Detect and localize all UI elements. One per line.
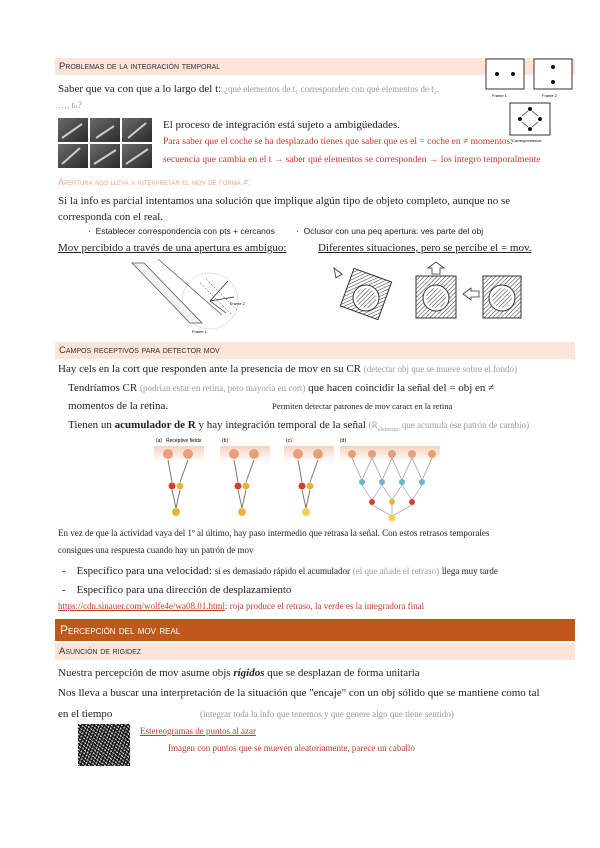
- aperture-ambiguous-heading: Mov percibido a través de una apertura es ambiguo:: [58, 242, 287, 254]
- section-header-real-motion: Percepción del mov real: [55, 619, 575, 641]
- interpretation-paragraph: Nos lleva a buscar una interpretación de la situación que "encaje" con un obj sólido que se mantiene como tal: [58, 687, 540, 699]
- delay-paragraph-1: En vez de que la actividad vaya del 1º al último, hay paso intermedio que retrasa la señal. Con estos retrasos temporales: [58, 528, 490, 538]
- panel-d: [340, 446, 440, 522]
- panel-a: [154, 446, 204, 516]
- question-paragraph: Saber que va con que a lo largo del t: ¿qué elementos de t₁ corresponden con qué elementos de t₂,: [58, 83, 440, 95]
- bullet-2: · Oclusor con una peq apertura: ves parte del obj: [296, 226, 484, 236]
- frame2-dot: [551, 80, 555, 84]
- stereo-link-wrap: [140, 726, 256, 736]
- situations-diagram: [328, 256, 528, 336]
- sinauer-link[interactable]: https://cdn.sinauer.com/wolfe4e/wa08.01.html: [58, 601, 225, 611]
- red-note-1: Para saber que el coche se ha desplazado tienes que saber que es el = coche en ≠ momentos:: [163, 137, 513, 147]
- cells-paragraph: Hay cels en la cort que responden ante la presencia de mov en su CR (detectar obj que se mueve sobre el fondo): [58, 363, 517, 375]
- correspondence-figure: [480, 55, 580, 165]
- list-item: - Específico para una dirección de desplazamiento: [62, 584, 292, 596]
- fig-b-label: (b): [222, 438, 229, 444]
- list-item: - Específico para una velocidad: si es demasiado rápido el acumulador (el que añade el retraso) llega muy tarde: [62, 565, 498, 577]
- ambiguity-text: El proceso de integración está sujeto a ambigüedades.: [163, 119, 401, 131]
- interpretation-cont: en el tiempo: [58, 708, 113, 720]
- sinauer-link-line: https://cdn.sinauer.com/wolfe4e/wa08.01.html: roja produce el retraso, la verde es la integradora final: [58, 601, 425, 611]
- frame1-label: Frame 1: [492, 93, 507, 98]
- aperture-paragraph-2: corresponda con el real.: [58, 211, 164, 223]
- receptive-field-figure: [150, 434, 450, 524]
- cr-paragraph: Tendríamos CR (podrían estar en retina, pero mayoría en cort) que hacen coincidir la señal del = obj en ≠: [68, 382, 495, 394]
- fig-d-label: (d): [340, 438, 347, 444]
- subsection-header-rigidity: Asunción de rigidez: [55, 643, 575, 660]
- aperture-diagram: [130, 257, 280, 337]
- red-note-2: secuencia que cambia en el t → saber qué elementos se corresponden → los integro temporalmente: [163, 155, 541, 165]
- different-situations-heading: Diferentes situaciones, pero se percibe el = mov.: [318, 242, 532, 254]
- correspondence-label: Correspondence: [512, 138, 542, 143]
- situation-2: [416, 262, 456, 318]
- retina-moments: momentos de la retina.: [68, 400, 169, 412]
- section-header-aperture: Apertura nos lleva a interpretar el mov de forma ≠:: [58, 177, 251, 187]
- frame1-box: [486, 59, 524, 89]
- frame2-box: [534, 59, 572, 89]
- frame2-label: Frame 2: [230, 301, 245, 306]
- frame2-dot: [551, 65, 555, 69]
- question-cont: …, tₙ?: [58, 100, 82, 110]
- delay-paragraph-2: consigues una respuesta cuando hay un patrón de mov: [58, 545, 254, 555]
- section-header-receptive-fields: Campos receptivos para detector mov: [55, 342, 575, 359]
- fig-c-label: (c): [286, 438, 292, 444]
- car-sequence-photos: [58, 118, 153, 168]
- frame1-dot: [511, 72, 515, 76]
- situation-3: [463, 276, 521, 318]
- frame2-label: Frame 2: [542, 93, 557, 98]
- situation-1: [334, 268, 392, 320]
- fig-a-title: Receptive fields: [166, 438, 202, 444]
- frame1-dot: [495, 72, 499, 76]
- pattern-note: Permiten detectar patrones de mov caract en la retina: [272, 401, 453, 411]
- fig-a-label: (a): [156, 438, 163, 444]
- section-header-integration: Problemas de la integración temporal: [55, 58, 575, 75]
- panel-c: [284, 446, 334, 516]
- stereogram-link[interactable]: Estereogramas de puntos al azar: [140, 726, 256, 736]
- panel-b: [220, 446, 270, 516]
- stereogram-note: Imagen con puntos que se mueven aleatoriamente, parece un caballo: [168, 743, 415, 753]
- accumulator-paragraph: Tienen un acumulador de R y hay integración temporal de la señal ($R_{elemento}$ que acumula ese patrón de cambio): [68, 419, 530, 433]
- interpretation-gray-note: (integrar toda la info que tenemos y que genere algo que tiene sentido): [200, 709, 454, 719]
- bullet-1: · Establecer correspondencia con pts + cercanos: [88, 226, 275, 236]
- frame1-label: Frame 1: [192, 329, 207, 334]
- aperture-paragraph-1: Si la info es parcial intentamos una solución que implique algún tipo de objeto completo, aunque no se: [58, 195, 511, 207]
- rigidity-paragraph: Nuestra percepción de mov asume objs rígidos que se desplazan de forma unitaria: [58, 667, 420, 679]
- stereogram-image: [78, 724, 130, 766]
